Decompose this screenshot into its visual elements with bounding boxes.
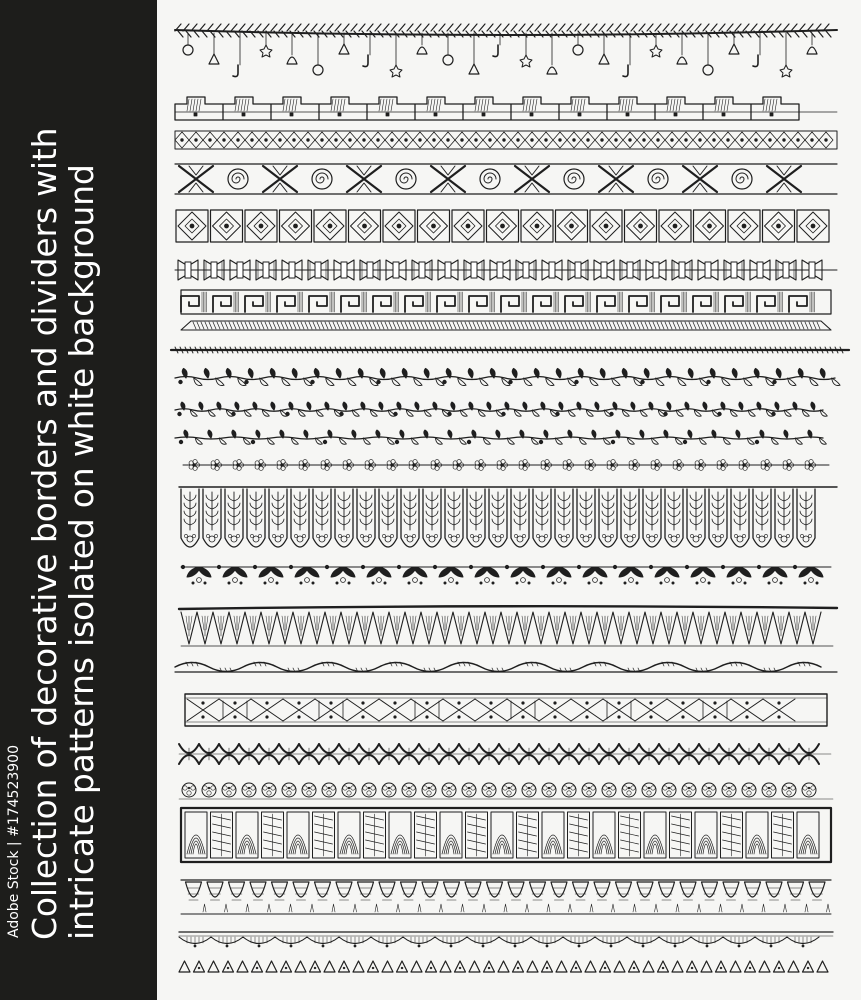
caption-line-2: intricate patterns isolated on white background [62, 164, 101, 940]
triangle-row-border [179, 961, 828, 972]
image-caption [26, 10, 100, 940]
lace-scallop-border [179, 932, 833, 947]
leaf-vine-border-a [175, 368, 840, 385]
borders-canvas [157, 0, 861, 1000]
rotated-caption-block [0, 0, 157, 1000]
twisted-rope-border [171, 347, 849, 353]
greek-key-border [181, 290, 831, 314]
borders-artwork [157, 0, 861, 1000]
triangle-band-border [185, 694, 827, 726]
leaf-vine-border-b [175, 402, 827, 416]
hatched-stripe-border [181, 321, 831, 330]
stepped-block-border [175, 97, 837, 120]
cross-spiral-border [175, 164, 837, 194]
zigzag-fringe-border [179, 606, 837, 646]
scallop-pod-border [181, 880, 831, 914]
flower-cluster-border [179, 783, 833, 799]
caption-line-1: Collection of decorative borders and dividers with [25, 127, 64, 940]
christmas-garland-border [175, 24, 837, 77]
diamond-tile-border [176, 210, 829, 242]
feather-arch-border [179, 487, 837, 547]
caption-sidebar [0, 0, 157, 1000]
floral-motif-border [181, 565, 831, 584]
braid-border [179, 744, 831, 764]
diamond-lattice-border [175, 131, 837, 149]
leaf-vine-border-c [175, 430, 826, 444]
bowtie-chain-border [175, 260, 837, 280]
flower-chain-border [183, 460, 829, 471]
deco-panel-border [181, 808, 831, 862]
wave-stripe-border [175, 662, 837, 672]
stock-credit: Adobe Stock | #174523900 [6, 745, 22, 938]
